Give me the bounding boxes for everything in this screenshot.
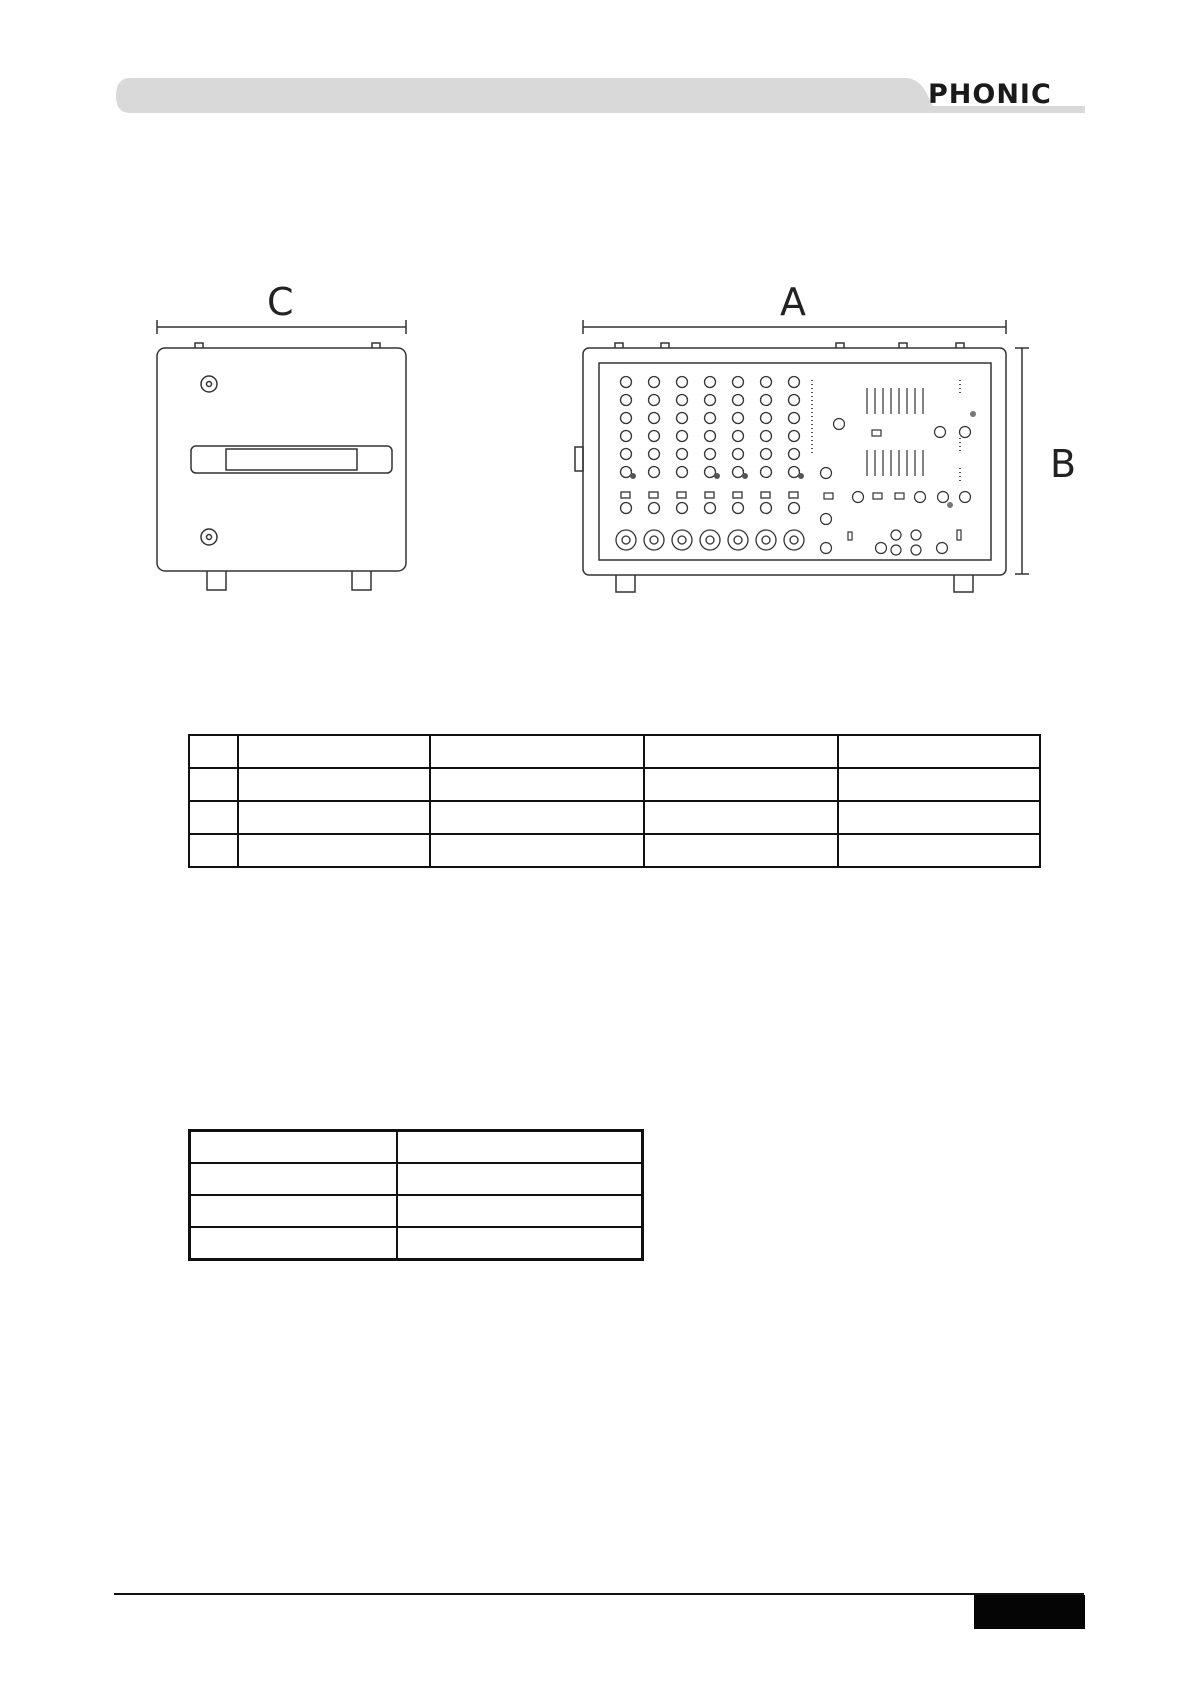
table-row [190, 1163, 643, 1195]
table-cell [430, 801, 644, 834]
table-cell [644, 801, 838, 834]
table-row [189, 834, 1040, 867]
table-cell [430, 735, 644, 768]
table-cell [189, 801, 238, 834]
table-cell [838, 801, 1040, 834]
table-row [189, 735, 1040, 768]
footer-rule [114, 1593, 1084, 1595]
table-row [189, 801, 1040, 834]
table-cell [190, 1195, 398, 1227]
dimension-b-label: B [1050, 442, 1077, 486]
table-row [190, 1195, 643, 1227]
phonic-logo: PHONIC [928, 79, 1052, 110]
table-cell [190, 1131, 398, 1164]
table-cell [238, 768, 430, 801]
table-cell [430, 768, 644, 801]
table-cell [838, 834, 1040, 867]
table-cell [644, 834, 838, 867]
table-cell [238, 735, 430, 768]
page-number-tab [974, 1595, 1085, 1629]
table-row [189, 768, 1040, 801]
table-cell [397, 1195, 643, 1227]
table-cell [644, 735, 838, 768]
dimensions-table [188, 734, 1041, 868]
weight-table [188, 1129, 644, 1261]
table-cell [397, 1131, 643, 1164]
table-cell [238, 801, 430, 834]
table-cell [189, 735, 238, 768]
table-cell [644, 768, 838, 801]
dimension-a-label: A [780, 280, 806, 324]
table-cell [838, 768, 1040, 801]
table-cell [838, 735, 1040, 768]
table-cell [397, 1227, 643, 1260]
table-cell [430, 834, 644, 867]
dimension-figure [0, 0, 1190, 620]
table-cell [189, 834, 238, 867]
table-row [190, 1131, 643, 1164]
table-cell [190, 1163, 398, 1195]
dimension-c-label: C [267, 280, 294, 324]
table-cell [190, 1227, 398, 1260]
table-cell [189, 768, 238, 801]
table-cell [238, 834, 430, 867]
table-cell [397, 1163, 643, 1195]
table-row [190, 1227, 643, 1260]
